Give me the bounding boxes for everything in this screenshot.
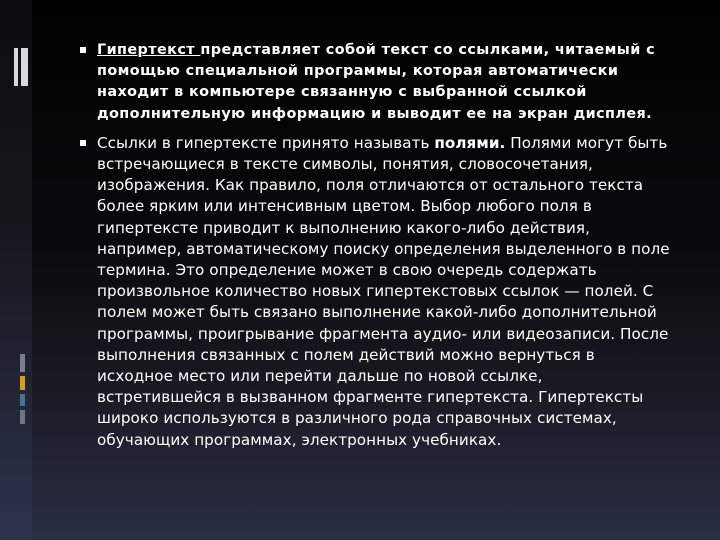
decorative-bar-white-thick [21,48,28,86]
decorative-block-gray-2 [20,410,25,424]
term-fields: полями. [434,133,506,152]
fields-body-text: Полями могут быть встречающиеся в тексте символы, понятия, словосочетания, изображения. Как правило, поля отличаются от остального текста более ярким или интенсивным цветом. Выбор любого поля в гипертексте приводит к выполнению какого-либо действия, например, автоматическому поиску определения выделенного в поле термина. Это определение может в свою очередь содержать произвольное количество новых гипертекстовых ссылок — полей. С полем может быть связано выполнение какой-либо дополнительной программы, проигрывание фрагмента аудио- или видеозаписи. После выполнения связанных с полем действий можно вернуться в исходное место или перейти дальше по новой ссылке, встретившейся в вызванном фрагменте гипертекста. Гипертексты широко используются в различного рода справочных системах, обучающих программах, электронных учебниках. [97,133,670,449]
decorative-block-gray [20,354,25,372]
definition-text: представляет собой текст со ссылками, читаемый с помощью специальной программы, которая автоматически находит в компьютере связанную с выбранной ссылкой дополнительную информацию и выводит ее на экран дисплея. [97,42,656,122]
bullet-square-icon [80,140,86,146]
term-hypertext: Гипертекст [97,42,201,58]
bullet-square-icon [80,47,86,53]
decorative-block-gold [20,376,25,390]
fields-intro-text: Ссылки в гипертексте принято называть [97,133,435,152]
bullet-fields-description [80,133,670,451]
decorative-block-blue [20,394,25,406]
decorative-bar-white-thin [14,48,18,86]
bullet-hypertext-definition [80,40,670,125]
bullet-list [80,40,670,459]
